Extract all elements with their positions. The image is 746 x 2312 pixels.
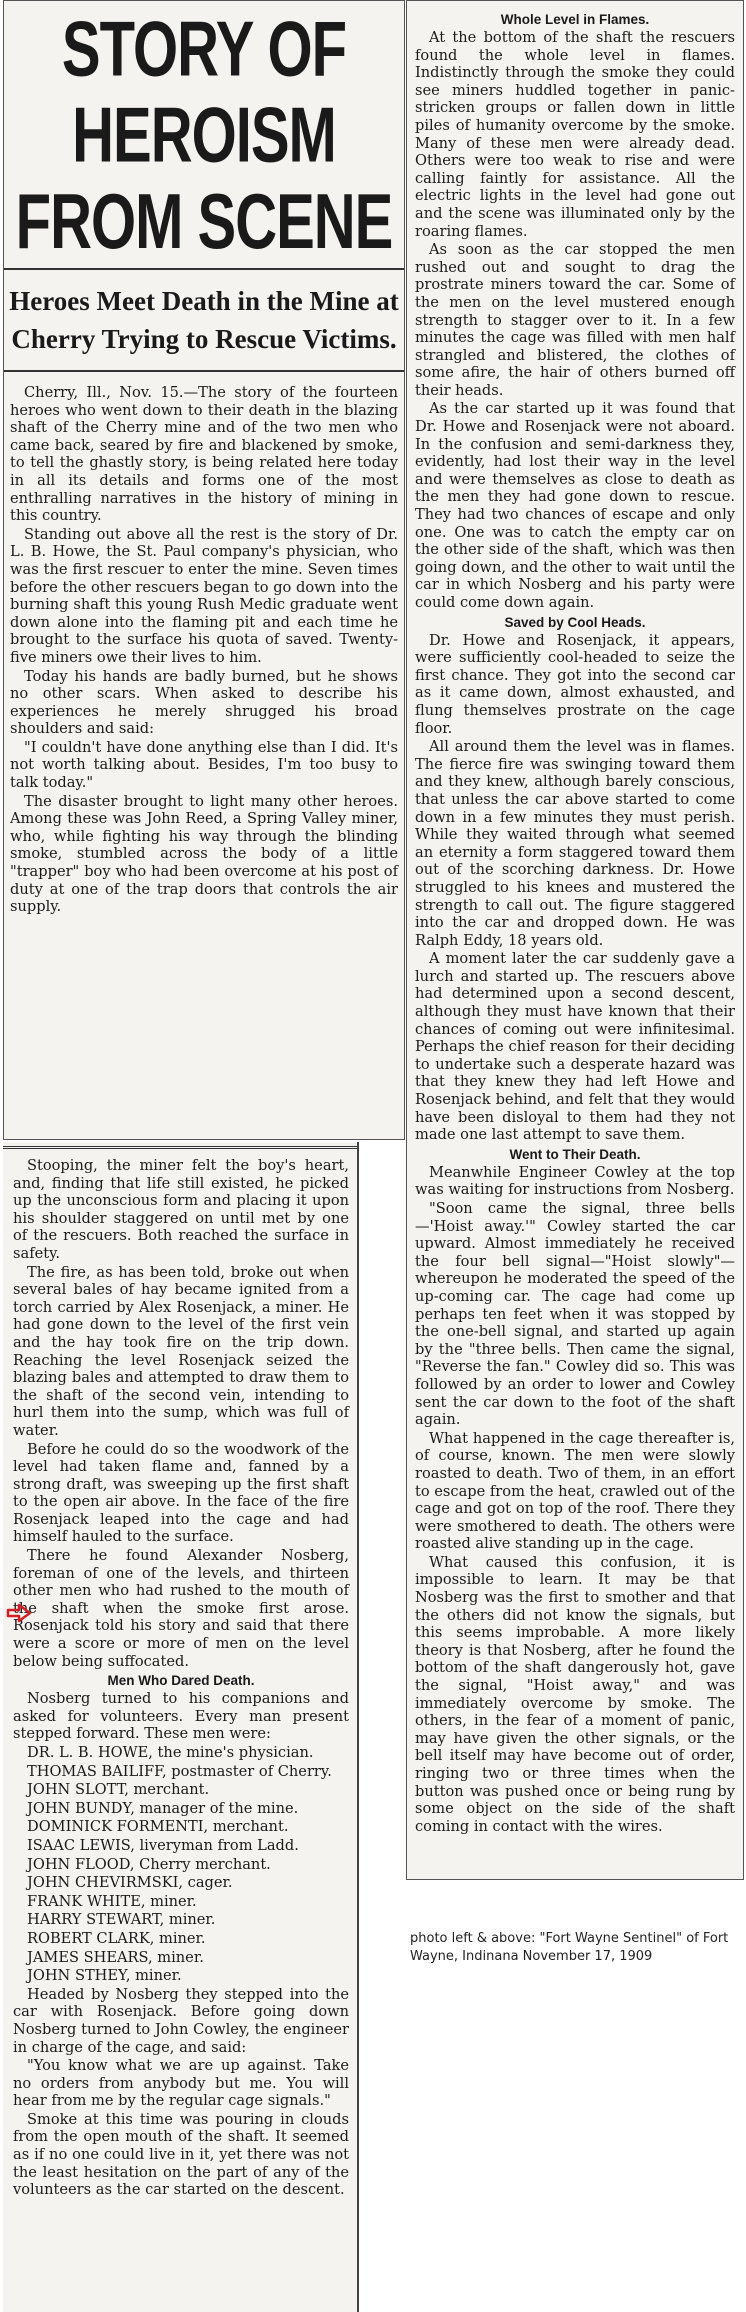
subheadline: Heroes Meet Death in the Mine at Cherry Trying to Rescue Victims. xyxy=(9,286,399,354)
left-column-body xyxy=(4,374,404,916)
paragraph: Nosberg turned to his companions and asked for volunteers. Every man present stepped forward. These men were: xyxy=(13,1690,349,1743)
list-item: JOHN STHEY, miner. xyxy=(27,1967,182,1985)
paragraph: As the car started up it was found that Dr. Howe and Rosenjack were not aboard. In the confusion and semi-darkness they, evidently, had lost their way in the level and were themselves as close to death as the men they had gone down to rescue. They had two chances of escape and only one. One was to catch the empty car on the other side of the shaft, which was then going down, and the other to wait until the car in which Nosberg and his party were could come down again. xyxy=(415,400,735,611)
paragraph: Headed by Nosberg they stepped into the car with Rosenjack. Before going down Nosberg turned to John Cowley, the engineer in charge of the cage, and said: xyxy=(13,1985,349,2056)
list-item: DOMINICK FORMENTI, merchant. xyxy=(27,1818,289,1836)
list-item: DR. L. B. HOWE, the mine's physician. xyxy=(27,1744,314,1761)
paragraph: Cherry, Ill., Nov. 15.—The story of the fourteen heroes who went down to their death in the blazing shaft of the Cherry mine and of the two men who came back, seared by fire and blackened by smoke, to tell the ghastly story, is being related here today in all its details and forms one of the most enthralling narratives in the history of mining in this country. xyxy=(10,384,398,525)
paragraph: At the bottom of the shaft the rescuers found the whole level in flames. Indistinctly through the smoke they could see miners huddled together in panic-stricken groups or fallen down in little piles of humanity overcome by the smoke. Many of these men were already dead. Others were too weak to rise and were calling faintly for assistance. All the electric lights in the level had gone out and the scene was illuminated only by the roaring flames. xyxy=(415,29,735,240)
photo-credit: photo left & above: "Fort Wayne Sentinel" of Fort Wayne, Indinana November 17, 1909 xyxy=(410,1931,729,1964)
paragraph: "Soon came the signal, three bells—'Hoist away.'" Cowley started the car upward. Almost immediately he received the four bell signal—"Hoist slowly"—whereupon he moderated the speed of the up-coming car. The cage had come up perhaps ten feet when it was stopped by the one-bell signal, and started up again by the "three bells. Then came the signal, "Reverse the fan." Cowley did so. This was followed by an order to lower and Cowley sent the car down to the foot of the shaft again. xyxy=(415,1200,735,1429)
article-clipping-top-left xyxy=(3,0,405,1140)
paragraph: What happened in the cage thereafter is, of course, known. The men were slowly roasted to death. Two of them, in an effort to escape from the heat, crawled out of the cage and got on top of the roof. There they were smothered to death. The others were roasted alive standing up in the cage. xyxy=(415,1429,736,1553)
paragraph: Standing out above all the rest is the story of Dr. L. B. Howe, the St. Paul company's physician, who was the first rescuer to enter the mine. Seven times before the other rescuers began to go down into the burning shaft this young Rush Medic graduate went down alone into the flaming pit and each time he brought to the surface his quota of saved. Twenty-five miners owe their lives to him. xyxy=(10,525,398,666)
paragraph: A moment later the car suddenly gave a lurch and started up. The rescuers above had determined upon a second descent, although they must have known that their chances of coming out were infinitesimal. Perhaps the chief reason for their deciding to undertake such a desperate hazard was that they knew they had left Howe and Rosenjack behind, and felt that they would have been disloyal to them had they not made one last attempt to save them. xyxy=(415,950,735,1144)
list-item: ISAAC LEWIS, liveryman from Ladd. xyxy=(27,1836,299,1854)
section-subhead: Whole Level in Flames. xyxy=(500,12,650,27)
list-item: JOHN BUNDY, manager of the mine. xyxy=(27,1799,299,1817)
paragraph: As soon as the car stopped the men rushed out and sought to drag the prostrate miners toward the car. Some of the men on the level mustered enough strength to stagger over to it. In a few minutes the cage was filled with men half strangled and blistered, the clothes of some afire, the hair of others burned off their heads. xyxy=(415,241,735,399)
paragraph: Stooping, the miner felt the boy's heart, and, finding that life still existed, he picked up the unconscious form and placing it upon his shoulder staggered on until met by one of the rescuers. Both reached the surface in safety. xyxy=(13,1157,349,1262)
bottom-left-column-body xyxy=(3,1149,357,2199)
paragraph: What caused this confusion, it is impossible to learn. It may be that Nosberg was the first to smother and that the others did not know the signals, but this seems improbable. A more likely theory is that Nosberg, after he found the bottom of the shaft dangerously hot, gave the signal, "Hoist away," and was immediately overcome by smoke. The others, in the fear of a moment of panic, may have given the other signals, or the bell itself may have become out of order, ringing two or three times when the button was pushed once or being rung by some object on the side of the shaft coming in contact with the wires. xyxy=(415,1553,735,1835)
list-item: THOMAS BAILIFF, postmaster of Cherry. xyxy=(27,1762,332,1780)
paragraph: Meanwhile Engineer Cowley at the top was waiting for instructions from Nosberg. xyxy=(415,1163,735,1199)
list-item: ROBERT CLARK, miner. xyxy=(27,1929,206,1947)
section-subhead: Saved by Cool Heads. xyxy=(504,614,646,630)
list-item: JOHN SLOTT, merchant. xyxy=(27,1781,210,1799)
right-column-body xyxy=(407,1,743,1835)
paragraph: All around them the level was in flames. The fierce fire was swinging toward them and they knew, although barely conscious, that unless the car above started to come down in a few minutes they must perish. While they waited through what seemed an eternity a form staggered toward them out of the scorching darkness. Dr. Howe struggled to his knees and mustered the strength to call out. The figure staggered into the car and dropped down. He was Ralph Eddy, 18 years old. xyxy=(415,738,735,949)
paragraph: The disaster brought to light many other heroes. Among these was John Reed, a Spring Valley miner, who, while fighting his way through the blinding smoke, stumbled across the body of a little "trapper" boy who had been overcome at his post of duty at one of the trap doors that controls the air supply. xyxy=(10,792,398,916)
paragraph: Before he could do so the woodwork of the level had taken flame and, fanned by a strong draft, was sweeping up the first shaft to the open air above. In the face of the fire Rosenjack leaped into the cage and had himself hauled to the surface. xyxy=(13,1440,349,1546)
paragraph: Smoke at this time was pouring in clouds from the open mouth of the shaft. It seemed as if no one could live in it, yet there was not the least hesitation on the part of any of the volunteers as the car started on the descent. xyxy=(13,2110,349,2199)
section-subhead: Men Who Dared Death. xyxy=(107,1673,255,1689)
paragraph: There he found Alexander Nosberg, foreman of one of the levels, and thirteen other men who had rushed to the mouth of the shaft when the smoke first arose. Rosenjack told his story and said that there were a score or more of men on the level below being suffocated. xyxy=(13,1547,349,1670)
list-item: JOHN CHEVIRMSKI, cager. xyxy=(27,1874,233,1892)
list-item: JOHN FLOOD, Cherry merchant. xyxy=(27,1855,271,1873)
list-item: JAMES SHEARS, miner. xyxy=(27,1948,204,1966)
paragraph: Today his hands are badly burned, but he shows no other scars. When asked to describe his experiences he merely shrugged his broad shoulders and said: xyxy=(10,667,398,738)
paragraph: "You know what we are up against. Take no orders from anybody but me. You will hear from me by the regular cage signals." xyxy=(13,2057,349,2110)
list-item: HARRY STEWART, miner. xyxy=(27,1911,216,1929)
headline: STORY OF HEROISM FROM SCENE xyxy=(15,5,393,266)
list-item: FRANK WHITE, miner. xyxy=(27,1892,197,1910)
divider xyxy=(4,370,404,372)
divider xyxy=(4,268,404,270)
right-arrow-icon xyxy=(6,1602,32,1624)
article-clipping-right xyxy=(406,0,744,1880)
volunteer-list xyxy=(13,1744,349,1985)
section-subhead: Went to Their Death. xyxy=(509,1146,641,1162)
article-clipping-bottom-left xyxy=(3,1142,359,2312)
paragraph: The fire, as has been told, broke out when several bales of hay became ignited from a torch carried by Alex Rosenjack, a miner. He had gone down to the level of the first vein and the hay took fire on the trip down. Reaching the level Rosenjack seized the blazing bales and attempted to draw them to the shaft of the second vein, intending to hurl them into the sump, which was full of water. xyxy=(13,1263,349,1439)
paragraph: "I couldn't have done anything else than I did. It's not worth talking about. Besides, I'm too busy to talk today." xyxy=(10,738,398,792)
paragraph: Dr. Howe and Rosenjack, it appears, were sufficiently cool-headed to seize the first chance. They got into the second car as it came down, almost exhausted, and flung themselves prostrate on the cage floor. xyxy=(415,631,735,737)
